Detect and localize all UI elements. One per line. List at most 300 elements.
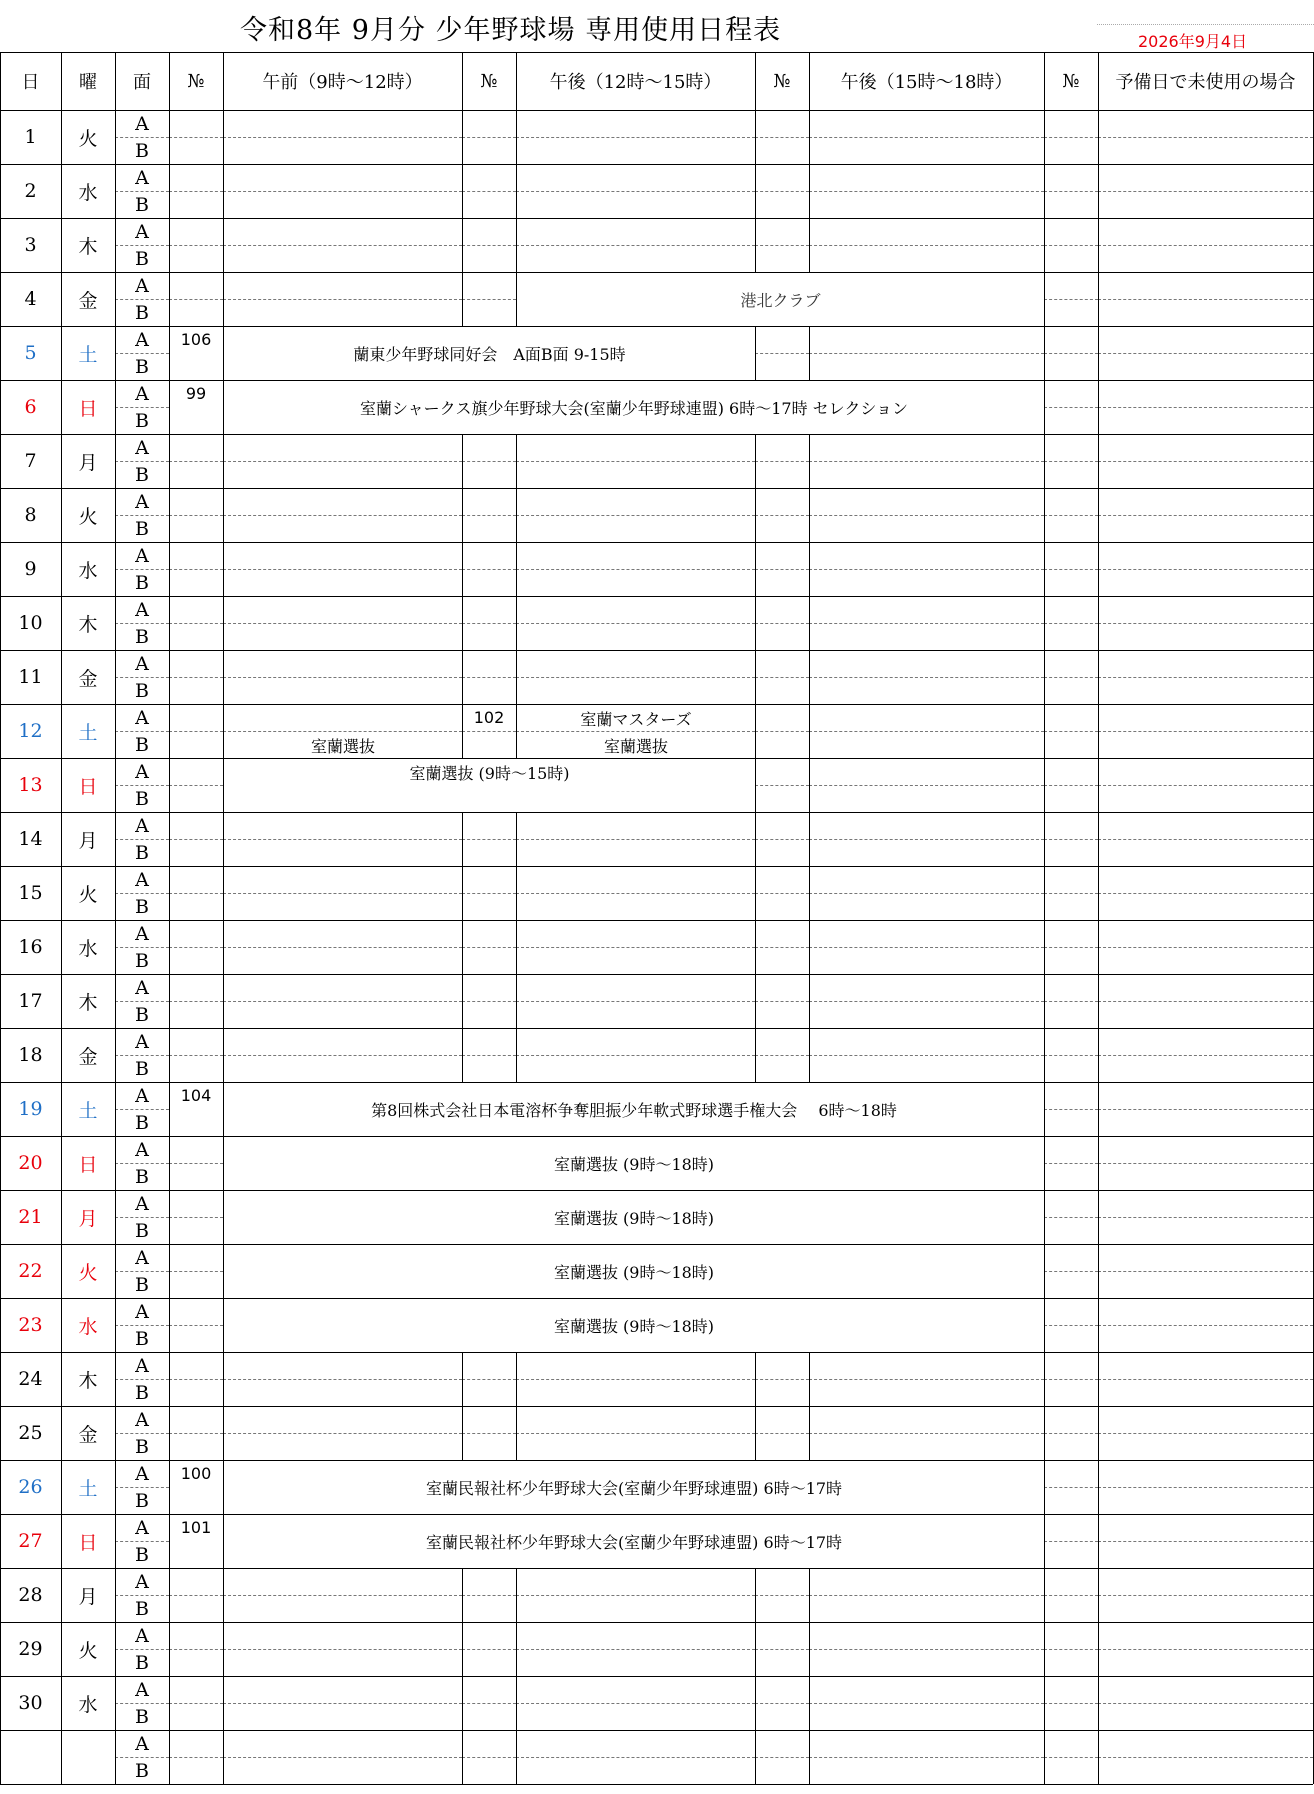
day-number: 8	[24, 504, 37, 526]
court-divider	[516, 191, 755, 192]
court-divider	[1044, 1163, 1098, 1164]
row-divider	[0, 1568, 1313, 1569]
entry-number: 99	[185, 384, 207, 403]
court-divider	[1098, 1379, 1313, 1380]
column-divider	[516, 245, 517, 272]
court-divider	[755, 677, 809, 678]
weekday: 土	[78, 343, 98, 366]
column-divider	[1044, 1163, 1045, 1190]
court-divider	[1098, 731, 1313, 732]
event-label: 室蘭選抜 (9時～18時)	[224, 1299, 1044, 1352]
date-box-divider	[1097, 24, 1314, 25]
court-a-label: A	[135, 544, 149, 567]
weekday: 木	[78, 613, 98, 636]
entry-number: 100	[180, 1464, 212, 1483]
court-divider	[809, 623, 1044, 624]
column-divider	[755, 434, 756, 461]
column-divider	[516, 1055, 517, 1082]
column-divider	[223, 272, 224, 299]
court-a-label: A	[135, 1462, 149, 1485]
court-b-label: B	[135, 1435, 149, 1458]
page-title: 令和8年 9月分 少年野球場 専用使用日程表	[240, 15, 782, 46]
column-divider	[809, 1595, 810, 1622]
court-divider	[755, 1433, 809, 1434]
court-divider	[1098, 1001, 1313, 1002]
column-divider	[462, 434, 463, 461]
column-divider	[755, 1676, 756, 1703]
column-divider	[516, 1757, 517, 1784]
court-divider	[1098, 677, 1313, 678]
court-divider	[462, 1001, 516, 1002]
court-divider	[755, 191, 809, 192]
column-divider	[1044, 1028, 1045, 1055]
column-divider	[755, 1649, 756, 1676]
court-divider	[516, 893, 755, 894]
court-divider	[115, 299, 169, 300]
column-divider	[809, 974, 810, 1001]
court-divider	[1098, 785, 1313, 786]
column-divider	[223, 920, 224, 947]
court-a-label: A	[135, 1030, 149, 1053]
column-divider	[516, 839, 517, 866]
court-b-label: B	[135, 787, 149, 810]
weekday: 日	[78, 1531, 98, 1554]
court-b-label: B	[135, 355, 149, 378]
column-divider	[462, 1757, 463, 1784]
column-divider	[1044, 353, 1045, 380]
court-divider	[115, 731, 169, 732]
column-divider	[755, 1622, 756, 1649]
court-divider	[809, 1595, 1044, 1596]
weekday: 土	[78, 1477, 98, 1500]
court-divider	[462, 461, 516, 462]
column-divider	[1044, 1487, 1045, 1514]
court-divider	[1044, 1325, 1098, 1326]
weekday: 土	[78, 1099, 98, 1122]
court-divider	[809, 1649, 1044, 1650]
column-divider	[223, 1028, 224, 1055]
column-divider	[809, 1406, 810, 1433]
column-divider	[755, 191, 756, 218]
court-divider	[1098, 893, 1313, 894]
column-divider	[516, 650, 517, 677]
column-divider	[1098, 52, 1099, 1784]
column-divider	[223, 677, 224, 704]
court-divider	[516, 1001, 755, 1002]
column-divider	[755, 1433, 756, 1460]
court-divider	[1098, 1757, 1313, 1758]
court-a-label: A	[135, 1516, 149, 1539]
court-divider	[755, 947, 809, 948]
column-divider	[462, 947, 463, 974]
column-divider	[809, 52, 810, 110]
weekday: 水	[78, 937, 98, 960]
court-divider	[809, 839, 1044, 840]
weekday	[61, 1730, 115, 1784]
weekday: 水	[78, 1693, 98, 1716]
court-divider	[169, 947, 223, 948]
court-divider	[223, 947, 462, 948]
court-divider	[755, 1595, 809, 1596]
event-label: 室蘭選抜	[310, 736, 375, 756]
column-divider	[755, 1703, 756, 1730]
column-divider	[223, 1757, 224, 1784]
court-divider	[115, 1271, 169, 1272]
court-divider	[169, 1757, 223, 1758]
weekday: 日	[78, 775, 98, 798]
court-divider	[1044, 677, 1098, 678]
column-divider	[223, 191, 224, 218]
column-divider	[755, 650, 756, 677]
column-divider	[516, 1028, 517, 1055]
court-b-label: B	[135, 193, 149, 216]
court-divider	[1044, 1433, 1098, 1434]
court-divider	[1044, 893, 1098, 894]
column-divider	[755, 137, 756, 164]
column-divider	[755, 893, 756, 920]
court-divider	[1044, 191, 1098, 192]
column-divider	[755, 569, 756, 596]
column-divider	[1044, 1352, 1045, 1379]
court-a-label: A	[135, 868, 149, 891]
court-divider	[169, 1055, 223, 1056]
column-divider	[223, 947, 224, 974]
court-b-label: B	[135, 625, 149, 648]
column-divider	[223, 812, 224, 839]
day-number: 6	[24, 396, 37, 418]
column-divider	[462, 1001, 463, 1028]
column-divider	[516, 920, 517, 947]
column-divider	[809, 434, 810, 461]
court-divider	[223, 1703, 462, 1704]
column-divider	[755, 1352, 756, 1379]
column-divider	[1044, 1541, 1045, 1568]
column-divider	[516, 488, 517, 515]
column-divider	[462, 1676, 463, 1703]
day-number: 3	[24, 234, 37, 256]
column-divider	[516, 164, 517, 191]
court-divider	[809, 1703, 1044, 1704]
column-divider	[516, 137, 517, 164]
column-divider	[755, 326, 756, 353]
header-cell: 日	[21, 72, 40, 93]
court-divider	[1044, 839, 1098, 840]
court-divider	[169, 1595, 223, 1596]
column-divider	[462, 272, 463, 299]
court-divider	[755, 1649, 809, 1650]
court-divider	[115, 1757, 169, 1758]
column-divider	[809, 515, 810, 542]
weekday: 木	[78, 991, 98, 1014]
column-divider	[462, 1055, 463, 1082]
court-divider	[1044, 569, 1098, 570]
court-a-label: A	[135, 436, 149, 459]
header-cell: 面	[133, 72, 151, 93]
court-divider	[516, 461, 755, 462]
court-divider	[169, 461, 223, 462]
court-a-label: A	[135, 652, 149, 675]
day-number: 21	[18, 1206, 43, 1228]
court-a-label: A	[135, 598, 149, 621]
column-divider	[1044, 380, 1045, 407]
court-divider	[755, 245, 809, 246]
row-divider	[0, 596, 1313, 597]
column-divider	[755, 974, 756, 1001]
column-divider	[462, 1595, 463, 1622]
column-divider	[1044, 245, 1045, 272]
column-divider	[223, 488, 224, 515]
weekday: 金	[78, 289, 98, 312]
court-divider	[169, 731, 223, 732]
column-divider	[462, 812, 463, 839]
column-divider	[516, 1379, 517, 1406]
court-divider	[516, 569, 755, 570]
court-divider	[223, 1595, 462, 1596]
court-divider	[1098, 191, 1313, 192]
court-a-label: A	[135, 166, 149, 189]
column-divider	[755, 1055, 756, 1082]
column-divider	[809, 623, 810, 650]
court-divider	[809, 191, 1044, 192]
court-divider	[462, 839, 516, 840]
header-cell: 午前（9時～12時）	[262, 72, 423, 93]
court-divider	[169, 1649, 223, 1650]
column-divider	[809, 677, 810, 704]
court-divider	[1044, 1271, 1098, 1272]
court-divider	[223, 1433, 462, 1434]
court-divider	[516, 1595, 755, 1596]
column-divider	[1044, 1757, 1045, 1784]
column-divider	[755, 812, 756, 839]
court-b-label: B	[135, 463, 149, 486]
court-a-label: A	[135, 1300, 149, 1323]
column-divider	[755, 110, 756, 137]
court-b-label: B	[135, 1759, 149, 1782]
column-divider	[61, 52, 62, 1784]
court-divider	[115, 1109, 169, 1110]
column-divider	[809, 785, 810, 812]
row-divider	[0, 1028, 1313, 1029]
column-divider	[1044, 1568, 1045, 1595]
column-divider	[462, 1649, 463, 1676]
column-divider	[516, 434, 517, 461]
column-divider	[516, 623, 517, 650]
court-divider	[755, 353, 809, 354]
court-a-label: A	[135, 760, 149, 783]
column-divider	[1044, 596, 1045, 623]
day-number	[0, 1730, 61, 1784]
court-divider	[1098, 1541, 1313, 1542]
column-divider	[809, 569, 810, 596]
court-divider	[169, 1217, 223, 1218]
column-divider	[809, 488, 810, 515]
court-divider	[223, 1649, 462, 1650]
column-divider	[1044, 1730, 1045, 1757]
column-divider	[223, 515, 224, 542]
column-divider	[462, 1433, 463, 1460]
court-divider	[1098, 1217, 1313, 1218]
weekday: 水	[78, 559, 98, 582]
column-divider	[223, 434, 224, 461]
court-divider	[462, 299, 516, 300]
court-divider	[1044, 245, 1098, 246]
court-divider	[223, 893, 462, 894]
column-divider	[223, 893, 224, 920]
column-divider	[223, 1001, 224, 1028]
column-divider	[462, 731, 463, 758]
column-divider	[755, 1730, 756, 1757]
court-b-label: B	[135, 1219, 149, 1242]
column-divider	[516, 110, 517, 137]
court-divider	[462, 1757, 516, 1758]
column-divider	[462, 488, 463, 515]
column-divider	[223, 650, 224, 677]
column-divider	[809, 596, 810, 623]
header-cell: 午後（12時～15時）	[549, 72, 722, 93]
column-divider	[755, 353, 756, 380]
court-a-label: A	[135, 274, 149, 297]
court-divider	[115, 1487, 169, 1488]
column-divider	[1044, 1649, 1045, 1676]
court-divider	[809, 731, 1044, 732]
column-divider	[755, 164, 756, 191]
event-label: 室蘭選抜 (9時～18時)	[224, 1245, 1044, 1298]
court-divider	[115, 569, 169, 570]
column-divider	[516, 1595, 517, 1622]
court-divider	[1044, 623, 1098, 624]
row-divider	[0, 812, 1313, 813]
court-divider	[809, 1379, 1044, 1380]
column-divider	[809, 1055, 810, 1082]
column-divider	[1044, 218, 1045, 245]
court-divider	[1044, 353, 1098, 354]
column-divider	[516, 191, 517, 218]
column-divider	[223, 1406, 224, 1433]
column-divider	[809, 1001, 810, 1028]
column-divider	[1044, 1136, 1045, 1163]
row-divider	[0, 1406, 1313, 1407]
court-divider	[1098, 299, 1313, 300]
row-divider	[0, 920, 1313, 921]
column-divider	[1044, 947, 1045, 974]
column-divider	[1044, 1190, 1045, 1217]
column-divider	[809, 1352, 810, 1379]
column-divider	[462, 1622, 463, 1649]
column-divider	[516, 947, 517, 974]
column-divider	[1044, 1244, 1045, 1271]
column-divider	[462, 218, 463, 245]
court-divider	[115, 1325, 169, 1326]
day-number: 22	[18, 1260, 43, 1282]
court-divider	[115, 1379, 169, 1380]
column-divider	[809, 1568, 810, 1595]
column-divider	[223, 1622, 224, 1649]
event-label: 第8回株式会社日本電溶杯争奪胆振少年軟式野球選手権大会 6時～18時	[224, 1083, 1044, 1136]
court-divider	[223, 191, 462, 192]
court-a-label: A	[135, 1084, 149, 1107]
column-divider	[1044, 407, 1045, 434]
column-divider	[516, 677, 517, 704]
court-divider	[1098, 569, 1313, 570]
column-divider	[755, 515, 756, 542]
court-a-label: A	[135, 1732, 149, 1755]
column-divider	[516, 1676, 517, 1703]
row-divider	[0, 974, 1313, 975]
column-divider	[462, 920, 463, 947]
court-b-label: B	[135, 247, 149, 270]
column-divider	[1044, 920, 1045, 947]
column-divider	[1044, 785, 1045, 812]
day-number: 30	[18, 1692, 43, 1714]
column-divider	[462, 542, 463, 569]
court-divider	[115, 515, 169, 516]
updated-date: 2026年9月4日	[1138, 32, 1248, 51]
court-divider	[1098, 1649, 1313, 1650]
column-divider	[809, 1649, 810, 1676]
court-divider	[462, 1649, 516, 1650]
column-divider	[516, 596, 517, 623]
header-cell: №	[480, 70, 498, 92]
court-divider	[1044, 1703, 1098, 1704]
column-divider	[1044, 1433, 1045, 1460]
court-divider	[462, 893, 516, 894]
column-divider	[462, 245, 463, 272]
column-divider	[809, 1379, 810, 1406]
column-divider	[516, 569, 517, 596]
column-divider	[516, 1703, 517, 1730]
court-b-label: B	[135, 1705, 149, 1728]
day-number: 13	[18, 774, 43, 796]
court-divider	[169, 623, 223, 624]
row-divider	[0, 434, 1313, 435]
column-divider	[1044, 461, 1045, 488]
event-label: 室蘭選抜	[603, 736, 668, 756]
day-number: 5	[24, 342, 37, 364]
court-a-label: A	[135, 112, 149, 135]
court-divider	[115, 677, 169, 678]
column-divider	[755, 866, 756, 893]
column-divider	[462, 596, 463, 623]
column-divider	[1044, 1271, 1045, 1298]
court-divider	[462, 947, 516, 948]
court-divider	[809, 1055, 1044, 1056]
column-divider	[462, 893, 463, 920]
court-b-label: B	[135, 1111, 149, 1134]
court-b-label: B	[135, 1543, 149, 1566]
court-divider	[1098, 1487, 1313, 1488]
court-a-label: A	[135, 382, 149, 405]
weekday: 月	[78, 1207, 98, 1230]
column-divider	[516, 52, 517, 110]
column-divider	[1044, 1595, 1045, 1622]
event-label: 室蘭シャークス旗少年野球大会(室蘭少年野球連盟) 6時～17時 セレクション	[224, 381, 1044, 434]
day-number: 27	[18, 1530, 43, 1552]
weekday: 木	[78, 235, 98, 258]
court-divider	[755, 137, 809, 138]
column-divider	[755, 1379, 756, 1406]
column-divider	[516, 1622, 517, 1649]
column-divider	[223, 245, 224, 272]
weekday: 月	[78, 451, 98, 474]
court-a-label: A	[135, 1354, 149, 1377]
column-divider	[1044, 677, 1045, 704]
column-divider	[809, 137, 810, 164]
day-number: 11	[18, 666, 43, 688]
court-divider	[516, 947, 755, 948]
column-divider	[755, 1595, 756, 1622]
court-b-label: B	[135, 1489, 149, 1512]
court-divider	[1044, 1217, 1098, 1218]
